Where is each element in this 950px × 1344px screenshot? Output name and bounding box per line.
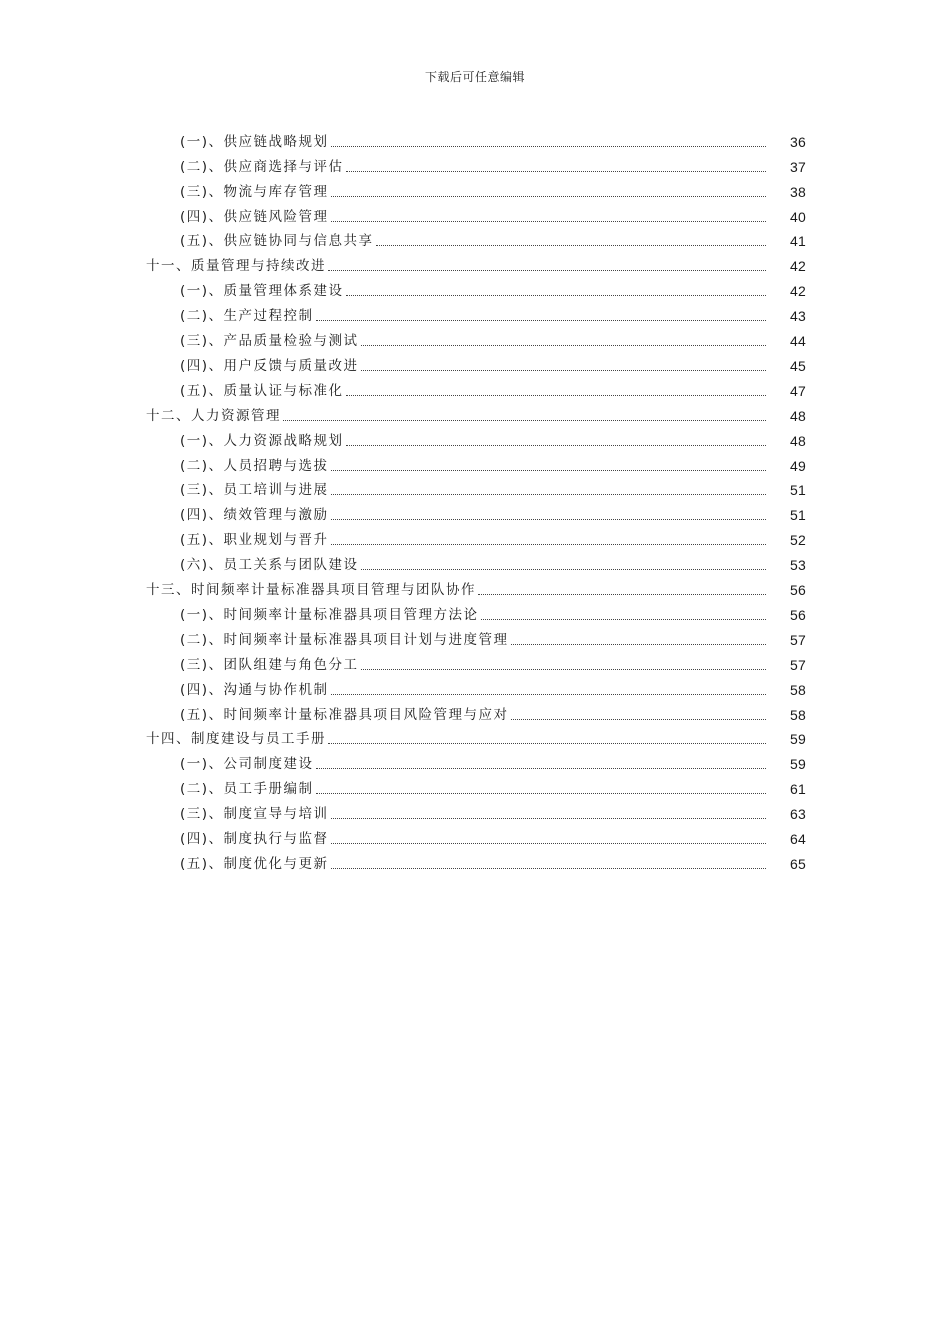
toc-dot-leader: [331, 145, 766, 147]
toc-section-entry[interactable]: [0, 126, 950, 151]
toc-section-entry[interactable]: [0, 300, 950, 325]
toc-dot-leader: [361, 668, 766, 670]
toc-dot-leader: [331, 493, 766, 495]
toc-dot-leader: [346, 294, 766, 296]
toc-page-number: 64: [790, 831, 806, 848]
toc-entry-label: (五)、供应链协同与信息共享: [180, 233, 374, 250]
toc-page-number: 58: [790, 706, 806, 723]
toc-dot-leader: [346, 170, 766, 172]
toc-entry-label: (三)、员工培训与进展: [180, 482, 329, 499]
toc-dot-leader: [331, 817, 766, 819]
toc-section-entry[interactable]: [0, 624, 950, 649]
toc-page-number: 38: [790, 183, 806, 200]
toc-page-number: 42: [790, 258, 806, 275]
toc-dot-leader: [328, 269, 766, 271]
toc-entry-label: (四)、绩效管理与激励: [180, 507, 329, 524]
toc-dot-leader: [346, 394, 766, 396]
toc-section-entry[interactable]: [0, 151, 950, 176]
toc-dot-leader: [376, 244, 766, 246]
toc-page-number: 56: [790, 606, 806, 623]
toc-section-entry[interactable]: [0, 798, 950, 823]
toc-section-entry[interactable]: [0, 325, 950, 350]
toc-entry-label: (二)、生产过程控制: [180, 308, 314, 325]
toc-section-entry[interactable]: [0, 500, 950, 525]
toc-dot-leader: [478, 593, 766, 595]
toc-dot-leader: [316, 319, 766, 321]
toc-page-number: 37: [790, 158, 806, 175]
toc-dot-leader: [361, 369, 766, 371]
toc-section-entry[interactable]: [0, 450, 950, 475]
toc-page-number: 43: [790, 308, 806, 325]
toc-entry-label: 十四、制度建设与员工手册: [146, 731, 326, 748]
toc-dot-leader: [511, 718, 766, 720]
toc-entry-label: (三)、产品质量检验与测试: [180, 333, 359, 350]
toc-page-number: 41: [790, 233, 806, 250]
toc-section-entry[interactable]: [0, 226, 950, 251]
toc-entry-label: (四)、用户反馈与质量改进: [180, 357, 359, 374]
toc-entry-label: (一)、时间频率计量标准器具项目管理方法论: [180, 606, 479, 623]
toc-entry-label: (一)、质量管理体系建设: [180, 283, 344, 300]
toc-page-number: 53: [790, 557, 806, 574]
toc-dot-leader: [331, 867, 766, 869]
toc-section-entry[interactable]: [0, 275, 950, 300]
toc-entry-label: (六)、员工关系与团队建设: [180, 557, 359, 574]
toc-page-number: 51: [790, 482, 806, 499]
toc-entry-label: 十二、人力资源管理: [146, 407, 281, 424]
toc-page-number: 56: [790, 582, 806, 599]
toc-section-entry[interactable]: [0, 524, 950, 549]
toc-entry-label: (一)、人力资源战略规划: [180, 432, 344, 449]
toc-section-entry[interactable]: [0, 823, 950, 848]
toc-entry-label: (二)、人员招聘与选拔: [180, 457, 329, 474]
toc-page-number: 59: [790, 731, 806, 748]
toc-section-entry[interactable]: [0, 176, 950, 201]
toc-dot-leader: [283, 419, 766, 421]
toc-dot-leader: [331, 543, 766, 545]
toc-dot-leader: [316, 767, 766, 769]
toc-entry-label: (五)、时间频率计量标准器具项目风险管理与应对: [180, 706, 509, 723]
toc-section-entry[interactable]: [0, 475, 950, 500]
toc-entry-label: (四)、沟通与协作机制: [180, 681, 329, 698]
toc-section-entry[interactable]: [0, 649, 950, 674]
toc-dot-leader: [328, 742, 766, 744]
toc-dot-leader: [331, 195, 766, 197]
toc-section-entry[interactable]: [0, 375, 950, 400]
toc-entry-label: (五)、质量认证与标准化: [180, 382, 344, 399]
toc-page-number: 63: [790, 806, 806, 823]
toc-chapter-entry[interactable]: [0, 724, 950, 749]
toc-entry-label: (一)、公司制度建设: [180, 756, 314, 773]
toc-section-entry[interactable]: [0, 425, 950, 450]
toc-entry-label: (三)、制度宣导与培训: [180, 806, 329, 823]
toc-page-number: 42: [790, 283, 806, 300]
toc-page-number: 58: [790, 681, 806, 698]
toc-page-number: 40: [790, 208, 806, 225]
toc-section-entry[interactable]: [0, 599, 950, 624]
toc-dot-leader: [346, 444, 766, 446]
toc-page-number: 65: [790, 855, 806, 872]
toc-page-number: 48: [790, 407, 806, 424]
toc-page-number: 59: [790, 756, 806, 773]
toc-entry-label: (五)、制度优化与更新: [180, 855, 329, 872]
toc-dot-leader: [331, 220, 766, 222]
toc-page-number: 52: [790, 532, 806, 549]
toc-entry-label: (四)、制度执行与监督: [180, 831, 329, 848]
toc-dot-leader: [316, 792, 766, 794]
toc-section-entry[interactable]: [0, 350, 950, 375]
toc-dot-leader: [511, 643, 766, 645]
toc-page-number: 36: [790, 133, 806, 150]
toc-page-number: 57: [790, 631, 806, 648]
toc-page-number: 61: [790, 781, 806, 798]
toc-chapter-entry[interactable]: [0, 400, 950, 425]
toc-entry-label: (四)、供应链风险管理: [180, 208, 329, 225]
toc-dot-leader: [481, 618, 766, 620]
toc-page-number: 48: [790, 432, 806, 449]
toc-page-number: 47: [790, 382, 806, 399]
toc-section-entry[interactable]: [0, 549, 950, 574]
toc-section-entry[interactable]: [0, 749, 950, 774]
toc-section-entry[interactable]: [0, 848, 950, 873]
toc-page-number: 45: [790, 357, 806, 374]
toc-entry-label: (二)、时间频率计量标准器具项目计划与进度管理: [180, 631, 509, 648]
toc-page-number: 51: [790, 507, 806, 524]
toc-section-entry[interactable]: [0, 773, 950, 798]
toc-dot-leader: [331, 518, 766, 520]
toc-entry-label: 十三、时间频率计量标准器具项目管理与团队协作: [146, 582, 476, 599]
toc-section-entry[interactable]: [0, 201, 950, 226]
toc-entry-label: (三)、团队组建与角色分工: [180, 656, 359, 673]
toc-chapter-entry[interactable]: [0, 251, 950, 276]
toc-dot-leader: [361, 568, 766, 570]
toc-entry-label: (二)、员工手册编制: [180, 781, 314, 798]
toc-entry-label: (一)、供应链战略规划: [180, 133, 329, 150]
toc-page-number: 49: [790, 457, 806, 474]
page-header: 下载后可任意编辑: [424, 70, 525, 84]
toc-page-number: 44: [790, 333, 806, 350]
toc-chapter-entry[interactable]: [0, 574, 950, 599]
toc-dot-leader: [331, 469, 766, 471]
toc-entry-label: (五)、职业规划与晋升: [180, 532, 329, 549]
toc-entry-label: (二)、供应商选择与评估: [180, 158, 344, 175]
toc-dot-leader: [361, 344, 766, 346]
toc-entry-label: 十一、质量管理与持续改进: [146, 258, 326, 275]
toc-section-entry[interactable]: [0, 674, 950, 699]
toc-entry-label: (三)、物流与库存管理: [180, 183, 329, 200]
toc-page-number: 57: [790, 656, 806, 673]
toc-dot-leader: [331, 842, 766, 844]
toc-section-entry[interactable]: [0, 699, 950, 724]
toc-dot-leader: [331, 693, 766, 695]
